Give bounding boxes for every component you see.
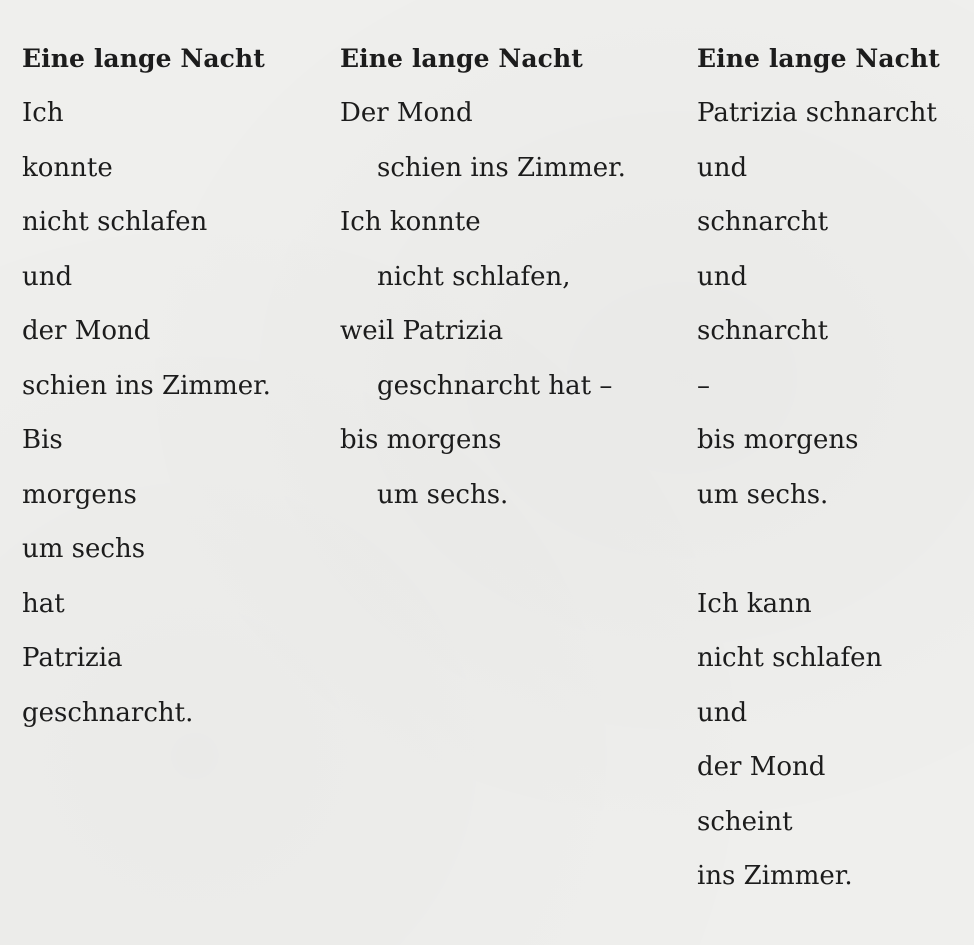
poem-lines <box>697 94 974 912</box>
poem-line: scheint <box>697 806 793 837</box>
poem-column-1 <box>22 40 322 748</box>
poem-title: Eine lange Nacht <box>697 44 940 73</box>
poem-lines <box>340 94 680 530</box>
poem-line: um sechs. <box>697 479 829 510</box>
poem-line: nicht schlafen <box>22 207 208 237</box>
poem-lines <box>22 94 322 748</box>
poem-line: Ich konnte <box>340 207 481 237</box>
poem-line: schnarcht <box>697 207 829 237</box>
poem-line: ins Zimmer. <box>697 861 853 891</box>
poem-column-3 <box>697 40 974 912</box>
poem-line: schien ins Zimmer. <box>22 370 271 401</box>
poem-line: um sechs. <box>377 479 509 510</box>
poem-line: Bis <box>22 425 63 455</box>
poem-line: geschnarcht hat – <box>377 370 613 401</box>
poem-line: und <box>697 261 748 292</box>
poem-line: Patrizia <box>22 643 123 673</box>
poem-line: Patrizia schnarcht <box>697 98 937 128</box>
poem-title: Eine lange Nacht <box>340 44 583 73</box>
poem-title: Eine lange Nacht <box>22 44 265 73</box>
poem-line: hat <box>22 588 65 619</box>
poem-line: morgens <box>22 479 137 510</box>
poem-line: nicht schlafen, <box>377 261 571 292</box>
poem-line: bis morgens <box>340 425 502 455</box>
poem-line: nicht schlafen <box>697 643 883 673</box>
poem-line: – <box>697 370 710 401</box>
poem-line: schnarcht <box>697 316 829 346</box>
poem-line: der Mond <box>697 752 826 782</box>
poem-line: und <box>697 697 748 728</box>
poem-line: Ich <box>22 98 64 128</box>
poem-line: um sechs <box>22 534 146 564</box>
poem-line: weil Patrizia <box>340 316 504 346</box>
poem-line: Ich kann <box>697 588 812 619</box>
poem-line: bis morgens <box>697 425 859 455</box>
poem-line: schien ins Zimmer. <box>377 152 626 183</box>
poem-line: und <box>697 152 748 183</box>
poem-line: der Mond <box>22 316 151 346</box>
poem-line: geschnarcht. <box>22 697 194 728</box>
stanza-break <box>697 530 974 585</box>
poem-column-2 <box>340 40 680 530</box>
poem-line: konnte <box>22 152 113 183</box>
poem-line: und <box>22 261 73 292</box>
poem-line: Der Mond <box>340 98 473 128</box>
